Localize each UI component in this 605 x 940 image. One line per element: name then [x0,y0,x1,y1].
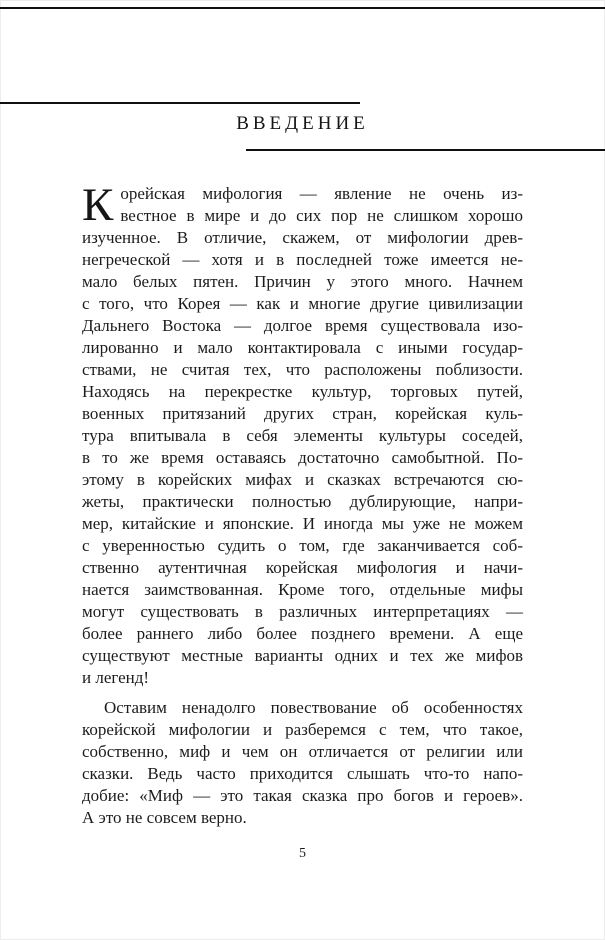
text-line: корейской мифологии и разберемся с тем, что такое, [82,720,523,739]
text-line: с уверенностью судить о том, где заканчивается соб- [82,536,523,555]
text-line: военных притязаний других стран, корейская куль- [82,404,523,423]
paragraph-2 [82,697,523,829]
paragraph-1-lines [82,179,523,689]
text-line: существуют местные варианты одних и тех же мифов [82,646,523,665]
text-line: с того, что Корея — как и многие другие цивилизации [82,294,523,313]
text-line: негреческой — хотя и в последней тоже имеется не- [82,250,523,269]
text-line: в то же время оставаясь достаточно самобытной. По- [82,448,523,467]
paragraph-2-lines [82,697,523,829]
text-line: мало белых пятен. Причин у этого много. Начнем [82,272,523,291]
text-line: вестное в мире и до сих пор не слишком хорошо [120,206,523,225]
heading-rule-left [0,102,360,104]
text-line: этому в корейских мифах и сказках встречаются сю- [82,470,523,489]
text-line: тура впитывала в себя элементы культуры соседей, [82,426,523,445]
text-line: собственно, миф и чем он отличается от религии или [82,742,523,761]
paragraph-1 [82,179,523,689]
text-line: Находясь на перекрестке культур, торговых путей, [82,382,523,401]
text-line: и легенд! [82,668,150,687]
body-text [82,179,523,829]
text-line: ственно аутентичная корейская мифология и начи- [82,558,523,577]
text-line: орейская мифология — явление не очень из- [120,184,523,203]
text-line: ствами, не считая тех, что расположены поблизости. [82,360,523,379]
chapter-title: ВВЕДЕНИЕ [236,113,369,134]
heading-rule-right [246,149,605,151]
drop-cap: К [82,179,114,231]
page-number: 5 [299,846,306,861]
text-line: Оставим ненадолго повествование об особенностях [104,698,523,717]
text-line: более раннего либо более позднего времени. А еще [82,624,523,643]
text-line: изученное. В отличие, скажем, от мифологии древ- [82,228,523,247]
text-line: А это не совсем верно. [82,808,247,827]
text-line: мер, китайские и японские. И иногда мы уже не можем [82,514,523,533]
top-border-line [0,7,605,9]
text-line: лированно и мало контактировала с иными государ- [82,338,523,357]
text-line: жеты, практически полностью дублирующие, напри- [82,492,523,511]
text-line: нается заимствованная. Кроме того, отдельные мифы [82,580,523,599]
text-line: сказки. Ведь часто приходится слышать что-то напо- [82,764,523,783]
text-line: Дальнего Востока — долгое время существовала изо- [82,316,523,335]
text-line: могут существовать в различных интерпретациях — [82,602,523,621]
text-line: добие: «Миф — это такая сказка про богов и героев». [82,786,523,805]
